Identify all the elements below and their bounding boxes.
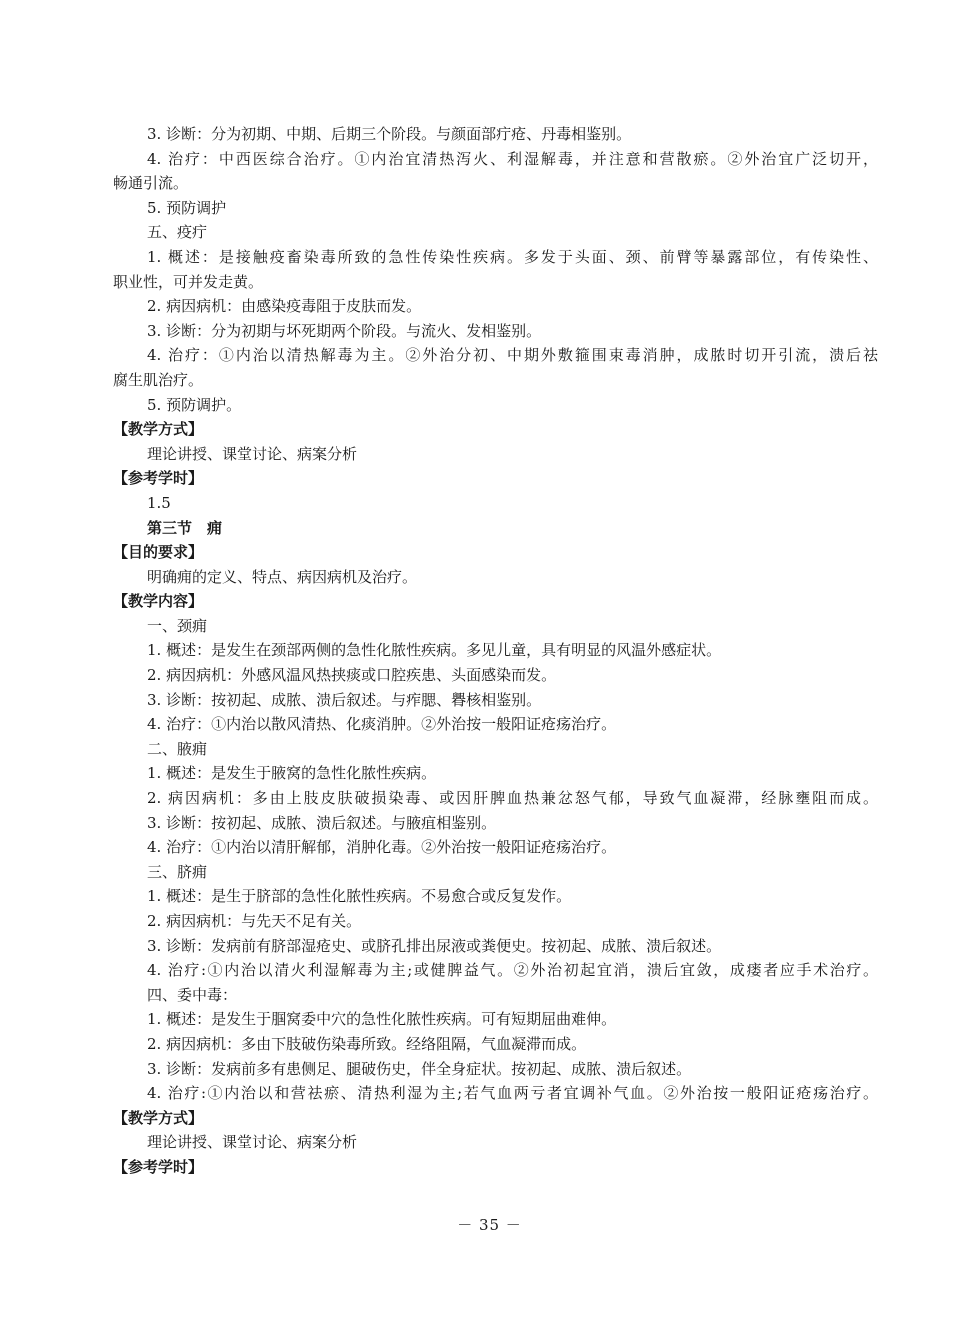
text-line: 3. 诊断：按初起、成脓、溃后叙述。与痄腮、臖核相鉴别。 — [147, 690, 542, 709]
text-line: 4. 治疗：①内治以清热解毒为主。②外治分初、中期外敷箍围束毒消肿，成脓时切开引流，溃后祛 — [147, 346, 878, 365]
text-line: 1. 概述：是发生于腘窝委中穴的急性化脓性疾病。可有短期屈曲难伸。 — [147, 1010, 617, 1029]
text-line: 3. 诊断：发病前多有患侧足、腿破伤史，伴全身症状。按初起、成脓、溃后叙述。 — [147, 1059, 692, 1078]
text-line: 1.5 — [147, 493, 171, 512]
text-line: 5. 预防调护。 — [147, 395, 242, 414]
page-body — [113, 122, 878, 1180]
bracket-heading: 【教学方式】 — [113, 420, 204, 439]
text-line: 理论讲授、课堂讨论、病案分析 — [147, 444, 358, 463]
section-heading: 五、疫疔 — [147, 223, 208, 242]
section-heading: 二、腋痈 — [147, 739, 208, 758]
page-number: － 35 － — [457, 1216, 522, 1234]
text-line: 2. 病因病机：由感染疫毒阻于皮肤而发。 — [147, 297, 422, 316]
bracket-heading: 【参考学时】 — [113, 469, 204, 488]
text-line: 4. 治疗：①内治以散风清热、化痰消肿。②外治按一般阳证疮疡治疗。 — [147, 715, 617, 734]
text-line: 畅通引流。 — [113, 174, 189, 193]
text-line: 3. 诊断：分为初期、中期、后期三个阶段。与颜面部疔疮、丹毒相鉴别。 — [147, 125, 632, 143]
bracket-heading: 【教学方式】 — [113, 1108, 204, 1127]
text-line: 5. 预防调护 — [147, 198, 227, 217]
bracket-heading: 【教学内容】 — [113, 592, 204, 611]
bracket-heading: 【参考学时】 — [113, 1157, 204, 1176]
text-line: 3. 诊断：分为初期与坏死期两个阶段。与流火、发相鉴别。 — [147, 321, 542, 340]
text-line: 4. 治疗:①内治以清火利湿解毒为主;或健脾益气。②外治初起宜消，溃后宜敛，成瘘者应手术治疗。 — [147, 961, 878, 980]
text-line: 4. 治疗：中西医综合治疗。①内治宜清热泻火、利湿解毒，并注意和营散瘀。②外治宜广泛切开， — [147, 149, 878, 168]
text-line: 职业性，可并发走黄。 — [113, 272, 264, 291]
text-line: 4. 治疗:①内治以和营祛瘀、清热利湿为主;若气血两亏者宜调补气血。②外治按一般阳证疮疡治疗。 — [147, 1084, 878, 1103]
text-line: 2. 病因病机：与先天不足有关。 — [147, 912, 362, 930]
text-line: 3. 诊断：发病前有脐部湿疮史、或脐孔排出尿液或粪便史。按初起、成脓、溃后叙述。 — [147, 936, 722, 955]
section-heading: 一、颈痈 — [147, 616, 208, 635]
text-line: 腐生肌治疗。 — [113, 370, 204, 389]
text-line: 2. 病因病机：外感风温风热挟痰或口腔疾患、头面感染而发。 — [147, 666, 557, 685]
text-line: 1. 概述：是生于脐部的急性化脓性疾病。不易愈合或反复发作。 — [147, 887, 572, 906]
text-line: 1. 概述：是发生于腋窝的急性化脓性疾病。 — [147, 764, 437, 783]
text-line: 2. 病因病机：多由下肢破伤染毒所致。经络阻隔，气血凝滞而成。 — [147, 1034, 587, 1053]
section-heading: 三、脐痈 — [147, 862, 208, 881]
text-line: 1. 概述：是接触疫畜染毒所致的急性传染性疾病。多发于头面、颈、前臂等暴露部位，有传染性、 — [147, 247, 878, 266]
text-line: 3. 诊断：按初起、成脓、溃后叙述。与腋疽相鉴别。 — [147, 813, 497, 832]
section-heading: 四、委中毒： — [147, 985, 238, 1004]
text-line: 4. 治疗：①内治以清肝解郁，消肿化毒。②外治按一般阳证疮疡治疗。 — [147, 838, 617, 857]
chapter-section-title: 第三节 痈 — [147, 518, 223, 537]
text-line: 理论讲授、课堂讨论、病案分析 — [147, 1133, 358, 1152]
text-line: 明确痈的定义、特点、病因病机及治疗。 — [147, 567, 418, 586]
text-line: 2. 病因病机：多由上肢皮肤破损染毒、或因肝脾血热兼忿怒气郁，导致气血凝滞，经脉壅阻而成。 — [147, 789, 878, 808]
text-line: 1. 概述：是发生在颈部两侧的急性化脓性疾病。多见儿童，具有明显的风温外感症状。 — [147, 641, 722, 660]
bracket-heading: 【目的要求】 — [113, 543, 204, 562]
